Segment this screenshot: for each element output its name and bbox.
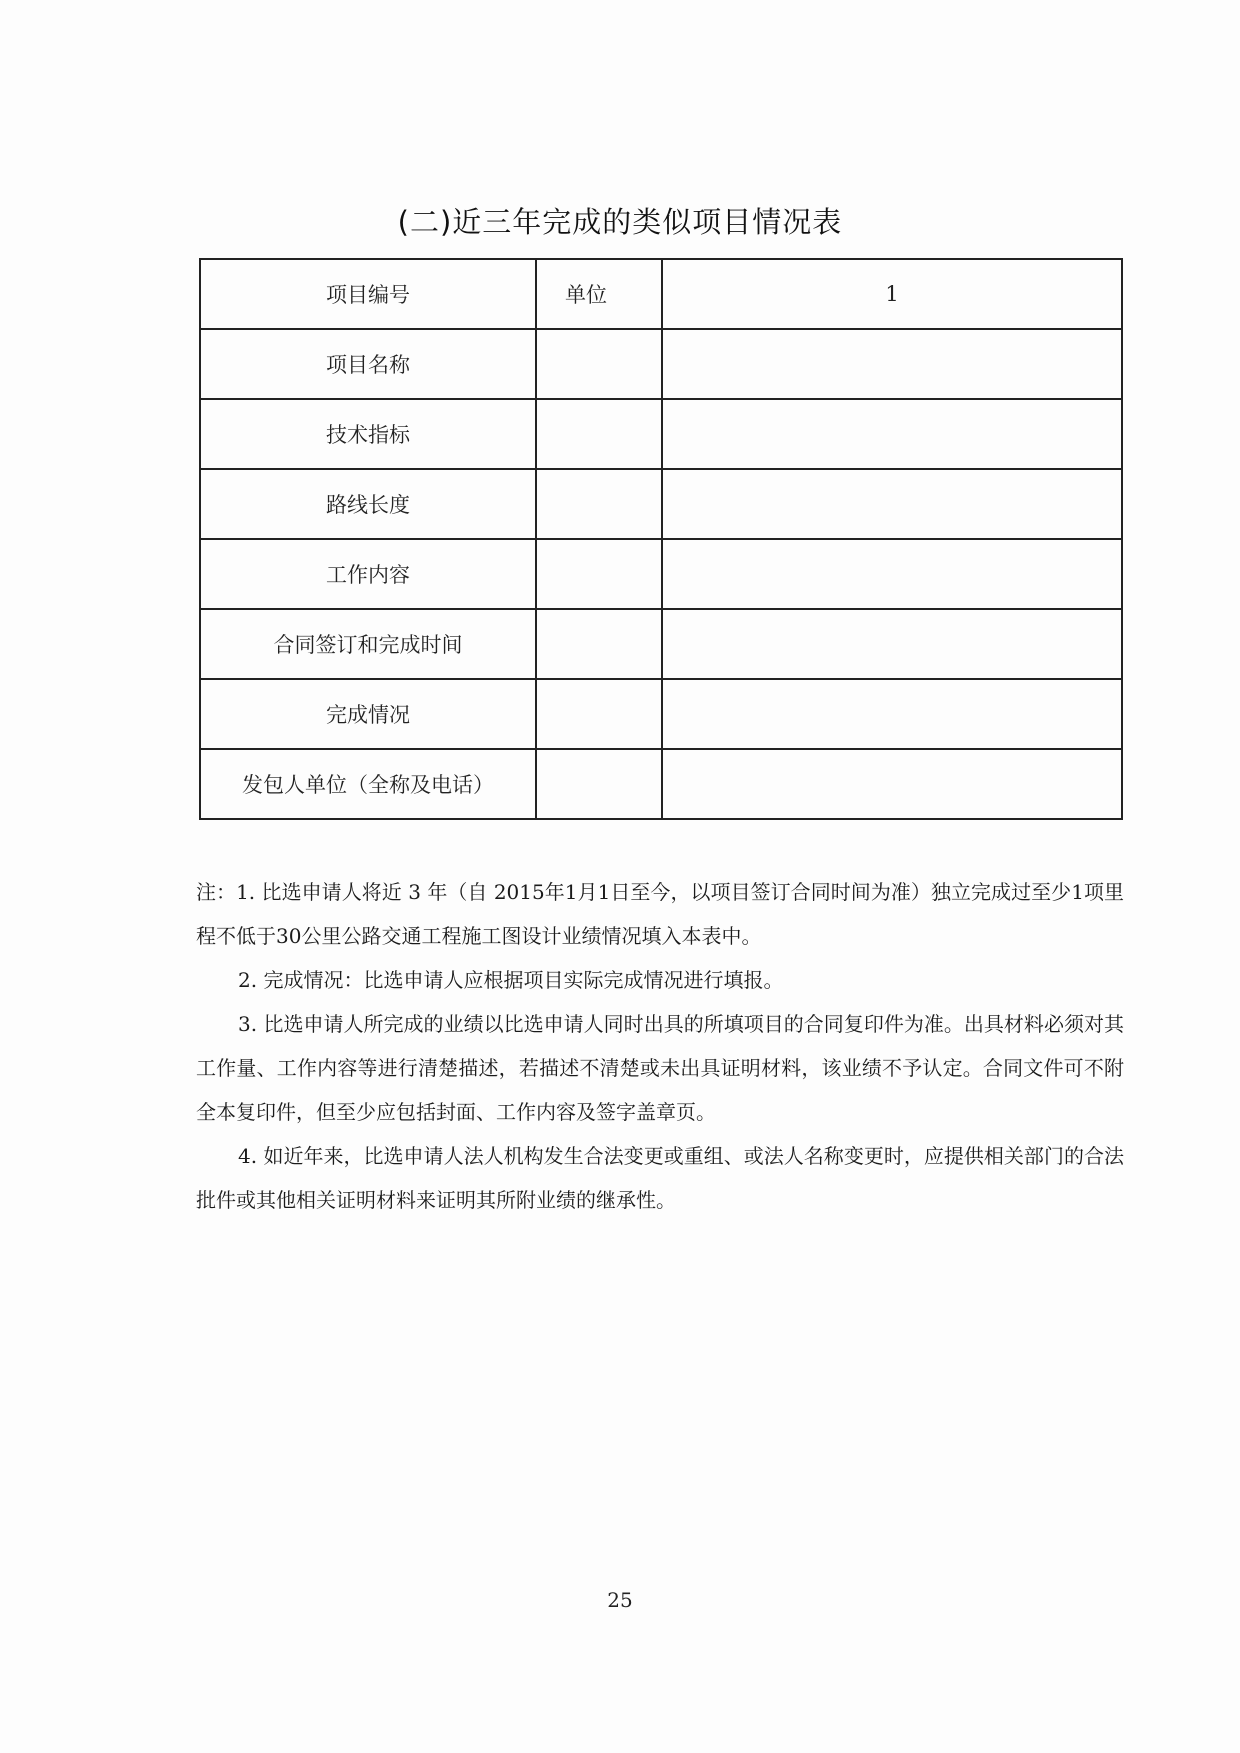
blank-cell xyxy=(536,399,662,469)
row-label-employer: 发包人单位（全称及电话） xyxy=(200,749,536,819)
row-label-technical-indicators: 技术指标 xyxy=(200,399,536,469)
blank-cell xyxy=(662,399,1122,469)
note-4: 4. 如近年来，比选申请人法人机构发生合法变更或重组、或法人名称变更时，应提供相关部门的合法批件或其他相关证明材料来证明其所附业绩的继承性。 xyxy=(196,1144,1124,1212)
table-row xyxy=(200,259,1122,329)
row-label-work-content: 工作内容 xyxy=(200,539,536,609)
row-label-completion-status: 完成情况 xyxy=(200,679,536,749)
unit-label: 单位 xyxy=(536,259,662,329)
table-row xyxy=(200,329,1122,399)
note-1: 注：1. 比选申请人将近 3 年（自 2015年1月1日至今，以项目签订合同时间为准）独立完成过至少1项里程不低于30公里公路交通工程施工图设计业绩情况填入本表中。 xyxy=(196,880,1124,948)
blank-cell xyxy=(662,679,1122,749)
project-index: 1 xyxy=(662,259,1122,329)
blank-cell xyxy=(536,679,662,749)
blank-cell xyxy=(662,609,1122,679)
project-info-table xyxy=(199,258,1123,820)
notes-section xyxy=(196,870,1124,1222)
page-number: 25 xyxy=(607,1588,633,1612)
blank-cell xyxy=(536,749,662,819)
table-row xyxy=(200,749,1122,819)
table-row xyxy=(200,679,1122,749)
blank-cell xyxy=(536,329,662,399)
table-title: (二)近三年完成的类似项目情况表 xyxy=(397,205,843,239)
table-row xyxy=(200,539,1122,609)
blank-cell xyxy=(662,469,1122,539)
row-label-project-name: 项目名称 xyxy=(200,329,536,399)
blank-cell xyxy=(662,749,1122,819)
table-row xyxy=(200,399,1122,469)
row-label-contract-dates: 合同签订和完成时间 xyxy=(200,609,536,679)
row-label-route-length: 路线长度 xyxy=(200,469,536,539)
table-row xyxy=(200,469,1122,539)
table-row xyxy=(200,609,1122,679)
note-3: 3. 比选申请人所完成的业绩以比选申请人同时出具的所填项目的合同复印件为准。出具材料必须对其工作量、工作内容等进行清楚描述，若描述不清楚或未出具证明材料，该业绩不予认定。合同文件可不附全本复印件，但至少应包括封面、工作内容及签字盖章页。 xyxy=(196,1012,1124,1124)
blank-cell xyxy=(536,539,662,609)
note-2: 2. 完成情况：比选申请人应根据项目实际完成情况进行填报。 xyxy=(238,968,784,992)
blank-cell xyxy=(536,469,662,539)
blank-cell xyxy=(662,329,1122,399)
row-label-project-number: 项目编号 xyxy=(200,259,536,329)
blank-cell xyxy=(662,539,1122,609)
blank-cell xyxy=(536,609,662,679)
